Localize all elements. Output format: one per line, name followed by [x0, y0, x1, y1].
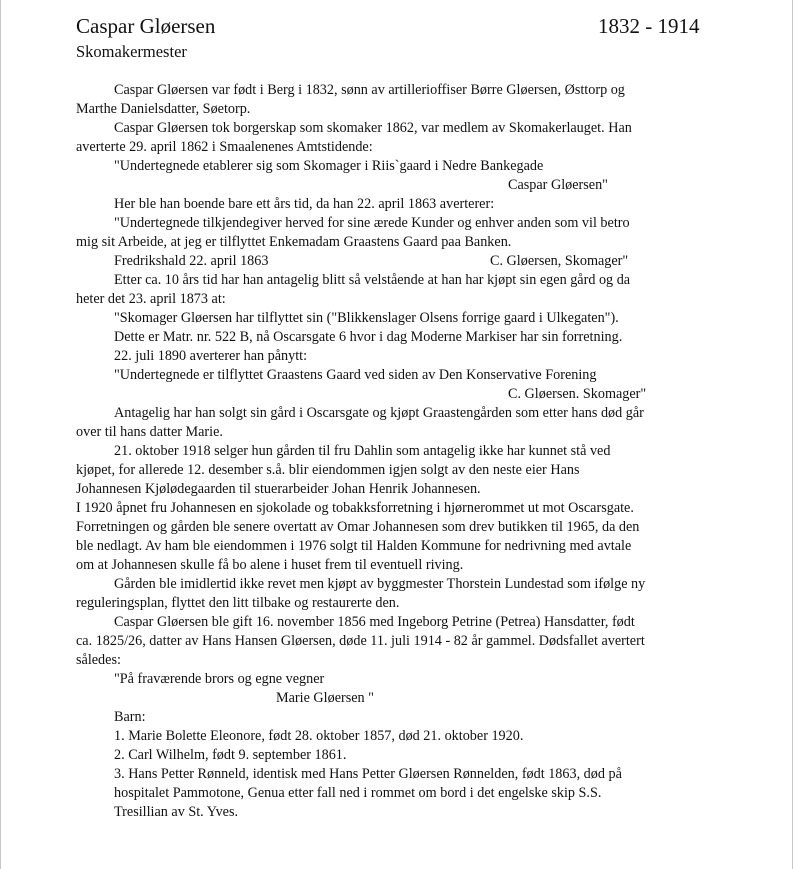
text-line: 2. Carl Wilhelm, født 9. september 1861. [114, 747, 347, 763]
text-line: over til hans datter Marie. [76, 424, 223, 440]
text-line: Caspar Gløersen" [508, 177, 608, 193]
text-line: Caspar Gløersen tok borgerskap som skomaker 1862, var medlem av Skomakerlauget. Han [114, 120, 632, 136]
text-line: Johannesen Kjølødegaarden til stuerarbeider Johan Henrik Johannesen. [76, 481, 481, 497]
text-line: Barn: [114, 709, 146, 725]
text-line: om at Johannesen skulle få bo alene i huset frem til eventuell riving. [76, 557, 464, 573]
text-line: C. Gløersen, Skomager" [490, 253, 629, 269]
text-line: kjøpet, for allerede 12. desember s.å. blir eiendommen igjen solgt av den neste eier Hans [76, 462, 580, 478]
text-line: Antagelig har han solgt sin gård i Oscarsgate og kjøpt Graastengården som etter hans død går [114, 405, 644, 421]
text-line: således: [76, 652, 121, 668]
text-line: Her ble han boende bare ett års tid, da han 22. april 1863 averterer: [114, 196, 495, 212]
text-line: "Undertegnede etablerer sig som Skomager i Riis`gaard i Nedre Bankegade [114, 158, 544, 174]
text-line: Dette er Matr. nr. 522 B, nå Oscarsgate 6 hvor i dag Moderne Markiser har sin forretning. [114, 329, 623, 345]
text-line: "Undertegnede tilkjendegiver herved for sine ærede Kunder og enhver anden som vil betro [114, 215, 630, 231]
text-line: ca. 1825/26, datter av Hans Hansen Gløersen, døde 11. juli 1914 - 82 år gammel. Dødsfallet avertert [76, 633, 645, 649]
text-line: "På fraværende brors og egne vegner [114, 671, 325, 687]
text-line: Etter ca. 10 års tid har han antagelig blitt så velstående at han har kjøpt sin egen gård og da [114, 272, 631, 288]
text-line: mig sit Arbeide, at jeg er tilflyttet Enkemadam Graastens Gaard paa Banken. [76, 234, 512, 250]
profession-subtitle: Skomakermester [76, 42, 187, 61]
text-line: "Undertegnede er tilflyttet Graastens Gaard ved siden av Den Konservative Forening [114, 367, 597, 383]
text-line: 22. juli 1890 averterer han pånytt: [114, 348, 308, 364]
text-line: Gården ble imidlertid ikke revet men kjøpt av byggmester Thorstein Lundestad som ifølge ny [114, 576, 646, 592]
text-line: heter det 23. april 1873 at: [76, 291, 226, 307]
text-line: C. Gløersen. Skomager" [508, 386, 647, 402]
text-line: 3. Hans Petter Rønneld, identisk med Hans Petter Gløersen Rønnelden, født 1863, død på [114, 766, 622, 782]
person-name-heading: Caspar Gløersen [76, 14, 216, 38]
text-line: "Skomager Gløersen har tilflyttet sin ("Blikkenslager Olsens forrige gaard i Ulkegaten"). [114, 310, 619, 326]
text-line: Marie Gløersen " [276, 690, 374, 706]
text-line: I 1920 åpnet fru Johannesen en sjokolade og tobakksforretning i hjørnerommet ut mot Oscarsgate. [76, 500, 634, 516]
text-line: 21. oktober 1918 selger hun gården til fru Dahlin som antagelig ikke har kunnet stå ved [114, 443, 611, 459]
text-line: ble nedlagt. Av ham ble eiendommen i 1976 solgt til Halden Kommune for nedrivning med avtale [76, 538, 632, 554]
text-line: Forretningen og gården ble senere overtatt av Omar Johannesen som drev butikken til 1965, da den [76, 519, 640, 535]
text-line: hospitalet Pammotone, Genua etter fall ned i rommet om bord i det engelske skip S.S. [114, 785, 602, 801]
text-line: Tresillian av St. Yves. [114, 804, 239, 820]
text-line: Caspar Gløersen var født i Berg i 1832, sønn av artillerioffiser Børre Gløersen, Østtorp og [114, 82, 625, 98]
text-line: averterte 29. april 1862 i Smaalenenes Amtstidende: [76, 139, 373, 155]
text-line: Caspar Gløersen ble gift 16. november 1856 med Ingeborg Petrine (Petrea) Hansdatter, født [114, 614, 635, 630]
text-line: Marthe Danielsdatter, Søetorp. [76, 101, 251, 117]
text-line: reguleringsplan, flyttet den litt tilbake og restaurerte den. [76, 595, 400, 611]
life-years-heading: 1832 - 1914 [598, 14, 700, 38]
text-line: Fredrikshald 22. april 1863 [114, 253, 269, 269]
text-line: 1. Marie Bolette Eleonore, født 28. oktober 1857, død 21. oktober 1920. [114, 728, 524, 744]
